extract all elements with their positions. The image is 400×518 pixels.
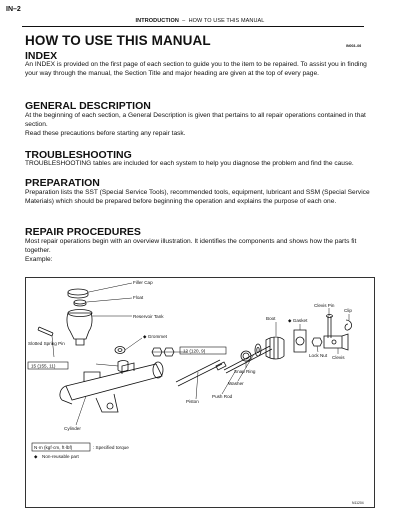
paragraph-general-description-text-2: Read these precautions before starting any repair task.	[25, 129, 186, 137]
heading-index: INDEX	[25, 50, 58, 62]
label-clevis-pin: Clevis Pin	[314, 303, 335, 308]
paragraph-index-text: An INDEX is provided on the first page of each section to guide you to the item to be repaired. To assist you in finding your way through the manual, the Section Title and major heading are given at the top of every page.	[25, 61, 367, 77]
master-cylinder-part	[60, 362, 163, 412]
gasket-part	[294, 330, 306, 352]
label-slotted-spring-pin: Slotted Spring Pin	[28, 341, 65, 346]
snap-ring-part	[241, 351, 251, 361]
paragraph-repair-procedures	[25, 238, 375, 264]
running-head-section: INTRODUCTION	[135, 18, 179, 24]
heading-preparation: PREPARATION	[25, 177, 100, 189]
lock-nut-part	[312, 338, 322, 346]
label-piston: Piston	[186, 399, 199, 404]
page-title: HOW TO USE THIS MANUAL	[25, 33, 211, 48]
boot-part	[266, 337, 284, 359]
label-grommet: ◆ Grommet	[143, 334, 167, 339]
header-rule	[22, 26, 364, 27]
label-clip: Clip	[344, 308, 352, 313]
exploded-view-diagram	[26, 278, 375, 508]
label-reservoir-tank: Reservoir Tank	[133, 314, 164, 319]
grommet-part	[115, 347, 125, 354]
label-push-rod: Push Rod	[212, 394, 233, 399]
paragraph-troubleshooting	[25, 160, 375, 169]
label-torque-a: 12 (120, 9)	[183, 348, 206, 354]
label-float: Float	[133, 295, 144, 300]
paragraph-general-description	[25, 112, 375, 138]
paragraph-general-description-text-1: At the beginning of each section, a General Description is given that pertains to all repair operations contained in that section.	[25, 112, 366, 128]
label-snap-ring: Snap Ring	[234, 369, 256, 374]
heading-general-description: GENERAL DESCRIPTION	[25, 100, 151, 112]
paragraph-repair-procedures-example: Example:	[25, 255, 53, 263]
label-filler-cap: Filler Cap	[133, 280, 153, 285]
float-part	[74, 300, 86, 306]
page-number: IN–2	[6, 6, 21, 13]
filler-cap-part	[68, 289, 88, 298]
reservoir-tank-part	[67, 310, 92, 346]
heading-troubleshooting: TROUBLESHOOTING	[25, 149, 132, 161]
figure-code: N11204	[352, 501, 364, 505]
legend-non-reusable-meaning: Non-reusable part	[42, 454, 79, 459]
legend-torque-symbol: N·m (kgf·cm, ft·lbf)	[34, 445, 73, 450]
clip-part	[345, 320, 352, 330]
paragraph-preparation-text: Preparation lists the SST (Special Service Tools), recommended tools, equipment, lubricant and SSM (Special Service Materials) which should be prepared before beginning the operation and explains the purpose of each one.	[25, 189, 370, 205]
running-head-title: HOW TO USE THIS MANUAL	[188, 18, 265, 24]
document-code: IN003–06	[346, 44, 362, 48]
piston-part	[176, 360, 226, 386]
paragraph-index	[25, 61, 375, 79]
clevis-pin-part	[327, 315, 333, 339]
heading-repair-procedures: REPAIR PROCEDURES	[25, 226, 141, 238]
washer-part	[255, 344, 261, 356]
paragraph-preparation	[25, 189, 375, 207]
legend-torque-meaning: : Specified torque	[93, 445, 129, 450]
example-illustration	[25, 277, 375, 508]
label-clevis: Clevis	[332, 355, 345, 360]
label-lock-nut: Lock Nut	[309, 353, 328, 358]
paragraph-troubleshooting-text: TROUBLESHOOTING tables are included for each system to help you diagnose the problem and find the cause.	[25, 160, 354, 167]
label-cylinder: Cylinder	[64, 426, 81, 431]
running-head-separator: –	[182, 18, 186, 24]
label-torque-b: 15 (155, 11)	[31, 363, 56, 369]
paragraph-repair-procedures-text: Most repair operations begin with an overview illustration. It identifies the components and shows how the parts fit together.	[25, 238, 357, 254]
label-gasket: ◆ Gasket	[288, 318, 308, 323]
label-washer: Washer	[228, 381, 244, 386]
slotted-spring-pin-part	[38, 327, 53, 336]
label-boot: Boot	[266, 316, 276, 321]
running-head	[0, 18, 400, 24]
legend-diamond-icon: ◆	[34, 454, 38, 459]
